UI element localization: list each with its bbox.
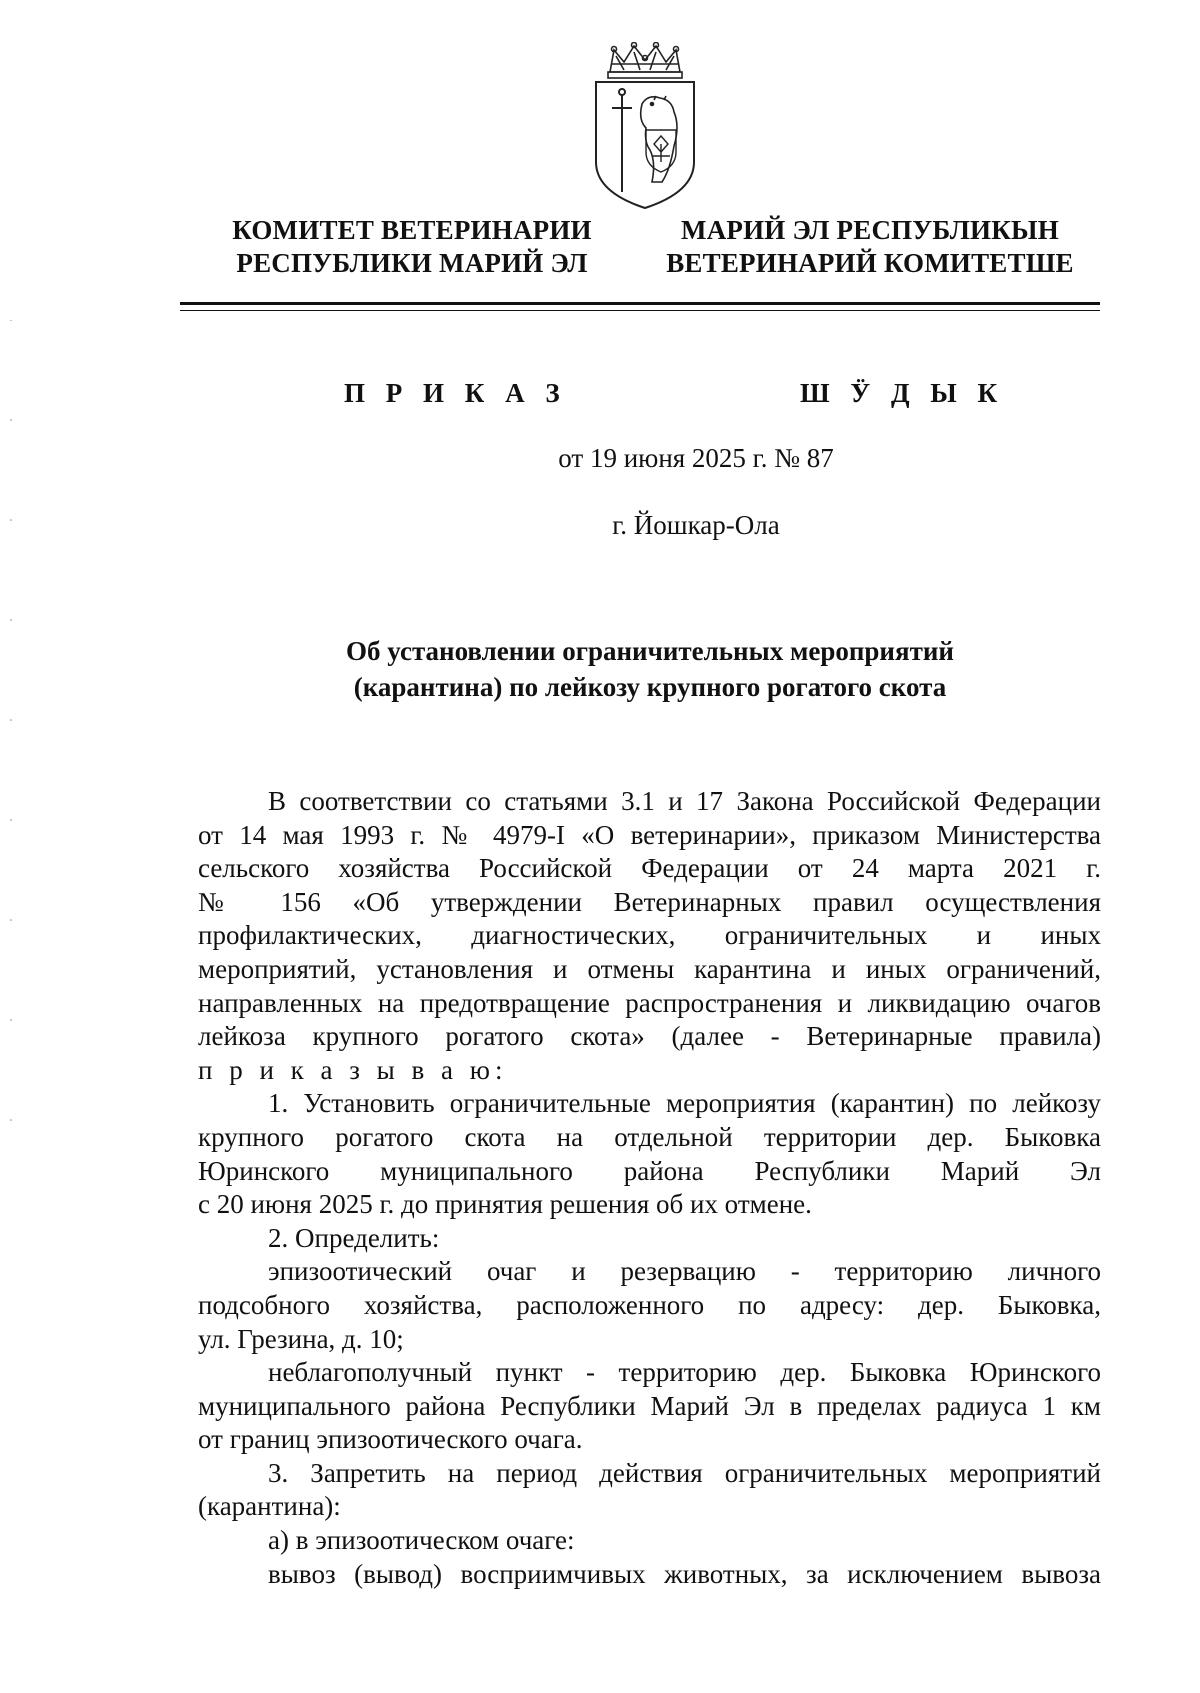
crown-icon: [608, 43, 682, 79]
document-title-line2: (карантина) по лейкозу крупного рогатого скота: [353, 672, 947, 702]
item-2b-line: муниципального района Республики Марий Эл в пределах радиуса 1 км: [198, 1390, 1101, 1421]
header-divider-thin: [180, 310, 1100, 311]
org-name-russian: [212, 214, 612, 280]
city-line: г. Йошкар-Ола: [612, 510, 780, 540]
item-3a-line: вывоз (вывод) восприимчивых животных, за исключением вывоза: [268, 1558, 1101, 1589]
document-title-line1: Об установлении ограничительных мероприятий: [346, 636, 954, 666]
item-2b-line: неблагополучный пункт - территорию дер. Быковка Юринского: [268, 1357, 1101, 1388]
item-3a-heading: а) в эпизоотическом очаге:: [268, 1525, 575, 1556]
org-name-mari-line2: ВЕТЕРИНАРИЙ КОМИТЕТШЕ: [666, 248, 1074, 278]
item-3-line: 3. Запретить на период действия ограничительных мероприятий: [268, 1457, 1101, 1488]
date-number-line: от 19 июня 2025 г. № 87: [558, 443, 834, 473]
org-name-mari: [655, 214, 1085, 280]
sword-icon: [612, 89, 632, 192]
org-name-russian-line1: КОМИТЕТ ВЕТЕРИНАРИИ: [232, 215, 592, 245]
item-2-heading: 2. Определить:: [268, 1222, 440, 1253]
item-1-line: крупного рогатого скота на отдельной территории дер. Быковка: [198, 1121, 1101, 1152]
doc-type-mari: Ш Ӱ Д Ы К: [800, 378, 1005, 408]
order-word: п р и к а з ы в а ю:: [198, 1054, 508, 1085]
item-2b-line: от границ эпизоотического очага.: [198, 1424, 583, 1455]
body-line: направленных на предотвращение распространения и ликвидацию очагов: [198, 987, 1101, 1018]
item-1-line: Юринского муниципального района Республики Марий Эл: [198, 1155, 1101, 1186]
doc-type-russian: П Р И К А З: [344, 378, 567, 408]
item-1-line: с 20 июня 2025 г. до принятия решения об их отмене.: [198, 1189, 812, 1220]
item-2a-line: подсобного хозяйства, расположенного по адресу: дер. Быковка,: [198, 1289, 1101, 1320]
scan-margin-marks: [8, 320, 14, 1220]
item-3-line: (карантина):: [198, 1491, 341, 1522]
body-line: от 14 мая 1993 г. № 4979-I «О ветеринарии», приказом Министерства: [198, 819, 1101, 850]
org-name-mari-line1: МАРИЙ ЭЛ РЕСПУБЛИКЫН: [681, 215, 1059, 245]
item-2a-line: эпизоотический очаг и резервацию - территорию личного: [268, 1256, 1101, 1287]
body-line: лейкоза крупного рогатого скота» (далее - Ветеринарные правила): [198, 1021, 1101, 1052]
body-line: В соответствии со статьями 3.1 и 17 Закона Российской Федерации: [268, 786, 1101, 816]
body-line: сельского хозяйства Российской Федерации от 24 марта 2021 г.: [198, 853, 1101, 884]
document-title: [200, 633, 1100, 705]
body-line: мероприятий, установления и отмены карантина и иных ограничений,: [198, 953, 1101, 984]
document-body: [198, 785, 1101, 1591]
coat-of-arms-emblem: [590, 42, 700, 210]
org-name-russian-line2: РЕСПУБЛИКИ МАРИЙ ЭЛ: [236, 248, 588, 278]
item-1-line: 1. Установить ограничительные мероприятия (карантин) по лейкозу: [268, 1088, 1101, 1119]
body-line: профилактических, диагностических, ограничительных и иных: [198, 920, 1101, 951]
body-line: № 156 «Об утверждении Ветеринарных правил осуществления: [198, 886, 1101, 917]
item-2a-line: ул. Грезина, д. 10;: [198, 1323, 404, 1354]
header-divider-thick: [180, 302, 1100, 305]
